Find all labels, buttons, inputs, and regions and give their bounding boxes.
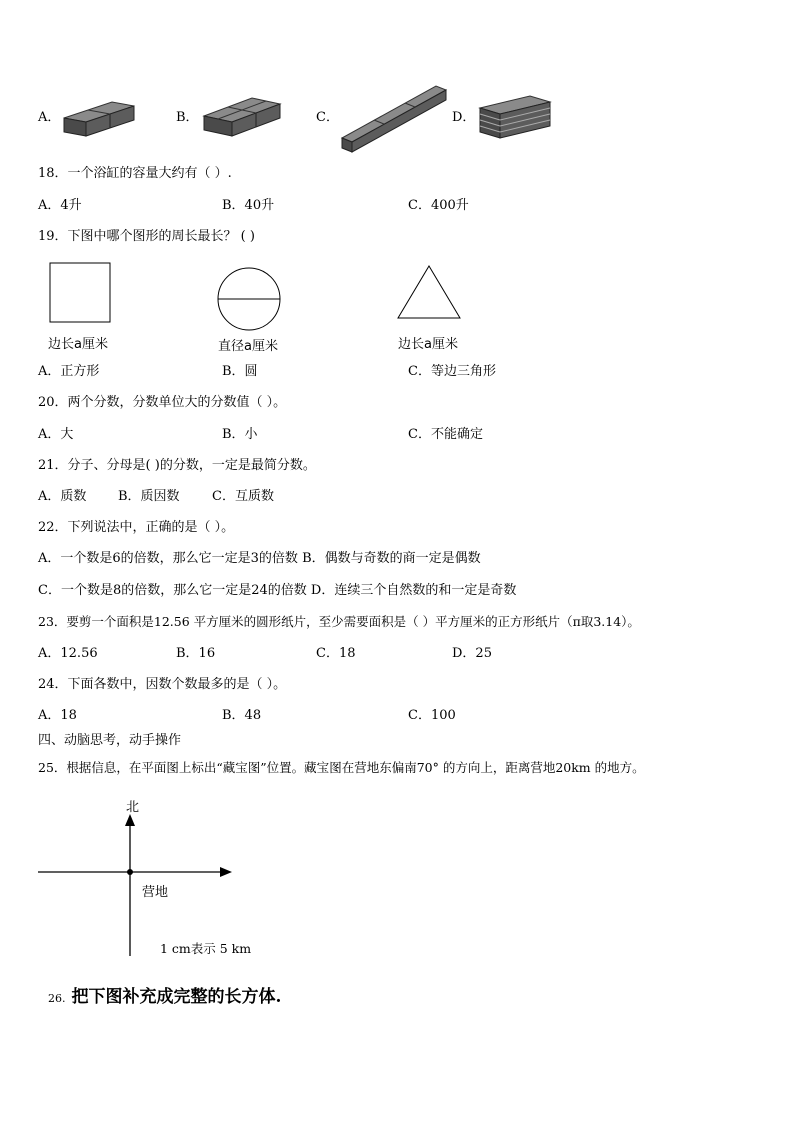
q17-option-c-label: C． <box>316 110 339 125</box>
q18-option-b: B．40升 <box>222 198 275 213</box>
q19-square-caption: 边长a厘米 <box>48 337 108 352</box>
q17-option-d-figure <box>478 94 552 140</box>
q25-camp-label: 营地 <box>142 885 169 900</box>
east-arrow-icon <box>220 867 232 877</box>
q19-circle-caption: 直径a厘米 <box>218 339 278 354</box>
section-4-title: 四、动脑思考，动手操作 <box>38 733 182 748</box>
q17-option-b-figure <box>202 90 282 140</box>
q25-scale-label: 1 cm表示 5 km <box>160 941 252 956</box>
q20-option-a: A．大 <box>38 427 74 442</box>
q23-option-d: D．25 <box>452 646 492 661</box>
q22-stem: 22．下列说法中，正确的是（ ）。 <box>38 520 235 535</box>
q18-option-a: A．4升 <box>38 198 82 213</box>
q26-text: 把下图补充成完整的长方体. <box>71 987 282 1007</box>
q19-triangle-caption: 边长a厘米 <box>398 337 458 352</box>
q19-option-b: B．圆 <box>222 364 258 379</box>
q23-option-b: B．16 <box>176 646 216 661</box>
q23-stem: 23．要剪一个面积是12.56 平方厘米的圆形纸片，至少需要面积是（ ）平方厘米的正方形纸片（π取3.14）。 <box>38 614 640 629</box>
q18-option-c: C．400升 <box>408 198 469 213</box>
q20-option-c: C．不能确定 <box>408 427 483 442</box>
q17-option-c-figure <box>340 82 450 154</box>
q19-square-figure <box>48 262 112 324</box>
q23-option-a: A．12.56 <box>38 646 98 661</box>
q20-option-b: B．小 <box>222 427 258 442</box>
q20-stem: 20．两个分数，分数单位大的分数值（ ）。 <box>38 395 287 410</box>
q17-option-d-label: D． <box>452 110 476 125</box>
q24-option-b: B．48 <box>222 708 262 723</box>
q19-option-a: A．正方形 <box>38 364 100 379</box>
q21-option-a: A．质数 <box>38 489 87 504</box>
q25-stem: 25．根据信息，在平面图上标出“藏宝图”位置。藏宝图在营地东偏南70° 的方向上，距离营地20km 的地方。 <box>38 760 645 775</box>
q26-number: 26. <box>48 992 66 1005</box>
north-arrow-icon <box>125 814 135 826</box>
q19-triangle-figure <box>396 264 462 320</box>
q17-option-a-figure <box>62 92 136 138</box>
q25-coordinate-figure <box>36 812 236 958</box>
q22-options-line-1: A．一个数是6的倍数，那么它一定是3的倍数 B．偶数与奇数的商一定是偶数 <box>38 551 481 566</box>
q19-option-c: C．等边三角形 <box>408 364 496 379</box>
q21-stem: 21．分子、分母是( )的分数，一定是最简分数。 <box>38 458 316 473</box>
q19-stem: 19．下图中哪个图形的周长最长？ ( ) <box>38 229 255 244</box>
q24-stem: 24．下面各数中，因数个数最多的是（ ）。 <box>38 677 287 692</box>
q21-option-c: C．互质数 <box>212 489 274 504</box>
q21-option-b: B．质因数 <box>118 489 180 504</box>
q22-options-line-2: C．一个数是8的倍数，那么它一定是24的倍数 D．连续三个自然数的和一定是奇数 <box>38 583 517 598</box>
q17-option-a-label: A． <box>38 110 61 125</box>
q26-stem <box>48 982 281 1007</box>
q17-option-b-label: B． <box>176 110 199 125</box>
q24-option-a: A．18 <box>38 708 77 723</box>
q25-north-label: 北 <box>126 800 140 815</box>
camp-point-icon <box>127 869 133 875</box>
q18-stem: 18．一个浴缸的容量大约有（ ）. <box>38 166 232 181</box>
q19-circle-figure <box>216 266 282 332</box>
q23-option-c: C．18 <box>316 646 356 661</box>
q24-option-c: C．100 <box>408 708 456 723</box>
